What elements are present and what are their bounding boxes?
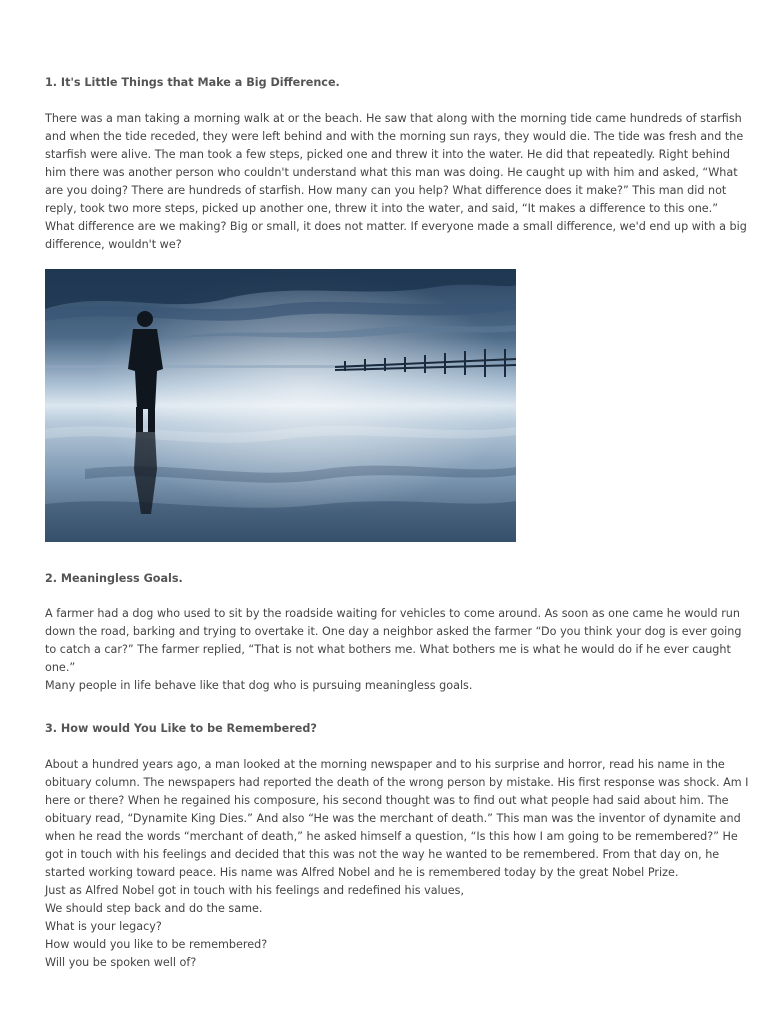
paragraph-line: There was a man taking a morning walk at or the beach. He saw that along with the morning tide came hundreds of starfish xyxy=(45,112,742,125)
paragraph-line: started working toward peace. His name was Alfred Nobel and he is remembered today by the great Nobel Prize. xyxy=(45,866,679,879)
paragraph-line: What is your legacy? xyxy=(45,920,162,933)
paragraph-line: How would you like to be remembered? xyxy=(45,938,268,951)
section-3-heading: 3. How would You Like to be Remembered? xyxy=(45,722,317,735)
paragraph-line: and when the tide receded, they were left behind and with the morning sun rays, they would die. The tide was fresh and the xyxy=(45,130,744,143)
section-2-heading: 2. Meaningless Goals. xyxy=(45,572,183,585)
paragraph-line: Will you be spoken well of? xyxy=(45,956,197,969)
paragraph-line: Just as Alfred Nobel got in touch with his feelings and redefined his values, xyxy=(45,884,465,897)
paragraph-line: About a hundred years ago, a man looked at the morning newspaper and to his surprise and horror, read his name in the xyxy=(45,758,725,771)
section-2-paragraph xyxy=(45,605,742,695)
paragraph-line: reply, took two more steps, picked up another one, threw it into the water, and said, “It makes a difference to this one.” xyxy=(45,202,719,215)
paragraph-line: A farmer had a dog who used to sit by the roadside waiting for vehicles to come around. As soon as one came he would run xyxy=(45,607,740,620)
section-3-paragraph xyxy=(45,756,749,972)
section-1-heading: 1. It's Little Things that Make a Big Difference. xyxy=(45,76,340,89)
paragraph-line: here or there? When he regained his composure, his second thought was to find out what people had said about him. The xyxy=(45,794,729,807)
paragraph-line: obituary column. The newspapers had reported the death of the wrong person by mistake. His first response was shock. Am I xyxy=(45,776,749,789)
paragraph-line: Many people in life behave like that dog who is pursuing meaningless goals. xyxy=(45,679,473,692)
paragraph-line: are you doing? There are hundreds of starfish. How many can you help? What difference does it make?” This man did not xyxy=(45,184,727,197)
paragraph-line: him there was another person who couldn't understand what this man was doing. He caught up with him and asked, “What xyxy=(45,166,738,179)
beach-silhouette-photo xyxy=(45,269,516,542)
paragraph-line: when he read the words “merchant of death,” he asked himself a question, “Is this how I am going to be remembered?” He xyxy=(45,830,738,843)
paragraph-line: obituary read, “Dynamite King Dies.” And also “He was the merchant of death.” This man was the inventor of dynamite and xyxy=(45,812,741,825)
paragraph-line: difference, wouldn't we? xyxy=(45,238,182,251)
paragraph-line: We should step back and do the same. xyxy=(45,902,263,915)
paragraph-line: down the road, barking and trying to overtake it. One day a neighbor asked the farmer “Do you think your dog is ever going xyxy=(45,625,742,638)
paragraph-line: got in touch with his feelings and decided that this was not the way he wanted to be remembered. From that day on, he xyxy=(45,848,720,861)
paragraph-line: What difference are we making? Big or small, it does not matter. If everyone made a small difference, we'd end up with a big xyxy=(45,220,747,233)
section-1-paragraph xyxy=(45,110,747,254)
paragraph-line: starfish were alive. The man took a few steps, picked one and threw it into the water. He did that repeatedly. Right behind xyxy=(45,148,731,161)
paragraph-line: to catch a car?” The farmer replied, “That is not what bothers me. What bothers me is what he would do if he ever caught xyxy=(45,643,731,656)
paragraph-line: one.” xyxy=(45,661,76,674)
